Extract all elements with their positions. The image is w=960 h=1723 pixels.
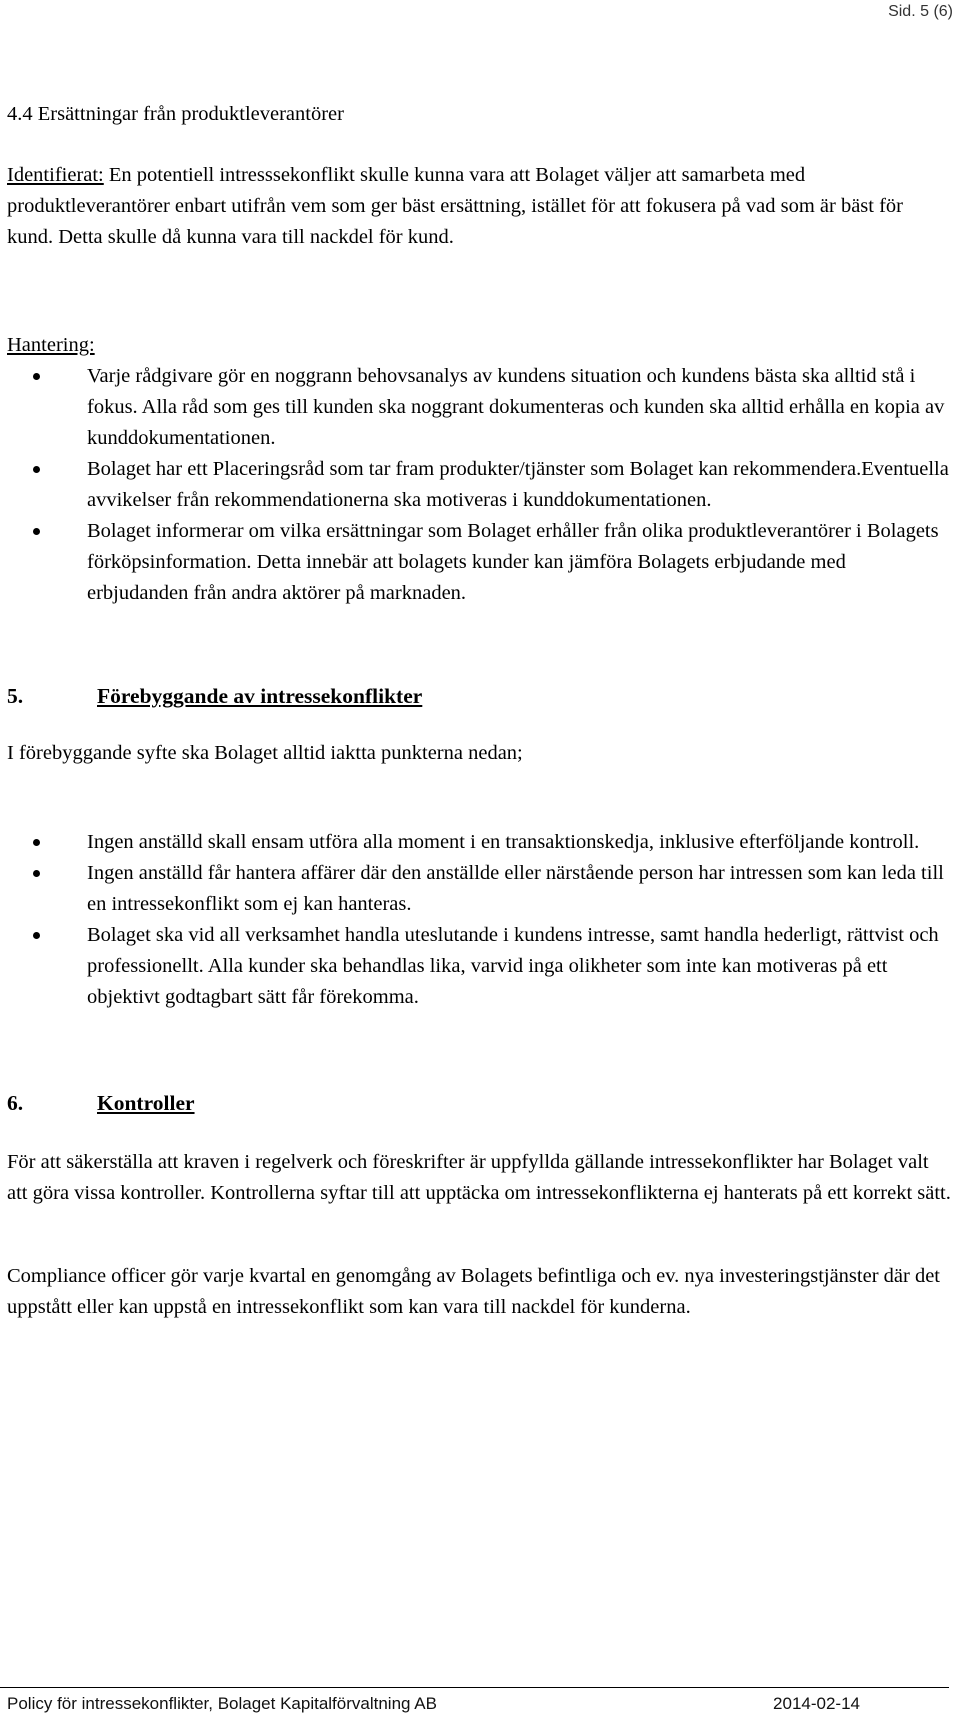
handling-label: Hantering: xyxy=(7,334,95,356)
identified-text: En potentiell intresssekonflikt skulle kunna vara att Bolaget väljer att samarbeta med produktleverantörer enbart utifrån vem som ger bäst ersättning, istället för att fokusera på vad som är bäst för kund. Detta skulle då kunna vara till nackdel för kund. xyxy=(7,164,904,248)
page-number: Sid. 5 (6) xyxy=(888,3,953,20)
bullet-icon xyxy=(33,932,40,939)
handling-block xyxy=(7,330,952,609)
bullet-icon xyxy=(33,528,40,535)
bullet-icon xyxy=(33,870,40,877)
list-item: Varje rådgivare gör en noggrann behovsanalys av kundens situation och kundens bästa ska alltid stå i fokus. Alla råd som ges till kunden ska noggrant dokumenteras och kunden ska alltid erhålla en kopia av kunddokumentationen. xyxy=(7,361,952,454)
section-number: 6. xyxy=(7,1091,24,1115)
section-title: Förebyggande av intressekonflikter xyxy=(97,684,423,708)
footer-title: Policy för intressekonflikter, Bolaget Kapitalförvaltning AB xyxy=(7,1694,437,1713)
section-6-heading xyxy=(7,1088,952,1119)
footer xyxy=(0,1687,949,1713)
handling-list xyxy=(7,361,952,609)
section-5-heading xyxy=(7,681,952,712)
section-6-paragraph-1: För att säkerställa att kraven i regelverk och föreskrifter är uppfyllda gällande intressekonflikter har Bolaget valt att göra vissa kontroller. Kontrollerna syftar till att upptäcka om intressekonflikterna ej hanterats på ett korrekt sätt. xyxy=(7,1151,951,1204)
list-item: Ingen anställd får hantera affärer där den anställde eller närstående person har intressen som kan leda till en intressekonflikt som ej kan hanteras. xyxy=(7,858,952,920)
list-item: Ingen anställd skall ensam utföra alla moment i en transaktionskedja, inklusive efterföljande kontroll. xyxy=(7,827,952,858)
section-title: Kontroller xyxy=(97,1091,195,1115)
list-item: Bolaget informerar om vilka ersättningar som Bolaget erhåller från olika produktleverantörer i Bolagets förköpsinformation. Detta innebär att bolagets kunder kan jämföra Bolagets erbjudande med erbjudanden från andra aktörer på marknaden. xyxy=(7,516,952,609)
list-item: Bolaget ska vid all verksamhet handla uteslutande i kundens intresse, samt handla hederligt, rättvist och professionellt. Alla kunder ska behandlas lika, varvid inga olikheter som inte kan motiveras på ett objektivt godtagbart sätt får förekomma. xyxy=(7,920,952,1013)
section-5-intro: I förebyggande syfte ska Bolaget alltid iaktta punkterna nedan; xyxy=(7,742,523,764)
section-number: 5. xyxy=(7,684,24,708)
identified-paragraph xyxy=(7,160,952,253)
section-5-list xyxy=(7,827,952,1013)
list-item: Bolaget har ett Placeringsråd som tar fram produkter/tjänster som Bolaget kan rekommendera.Eventuella avvikelser från rekommendationerna ska motiveras i kunddokumentationen. xyxy=(7,454,952,516)
section-title: 4.4 Ersättningar från produktleverantörer xyxy=(7,103,344,125)
bullet-icon xyxy=(33,839,40,846)
section-6-paragraph-2: Compliance officer gör varje kvartal en genomgång av Bolagets befintliga och ev. nya investeringstjänster där det uppstått eller kan uppstå en intressekonflikt som kan vara till nackdel för kunderna. xyxy=(7,1265,941,1318)
footer-date: 2014-02-14 xyxy=(773,1694,860,1713)
section-4-4 xyxy=(7,99,952,130)
bullet-icon xyxy=(33,373,40,380)
bullet-icon xyxy=(33,466,40,473)
identified-label: Identifierat: xyxy=(7,164,104,186)
